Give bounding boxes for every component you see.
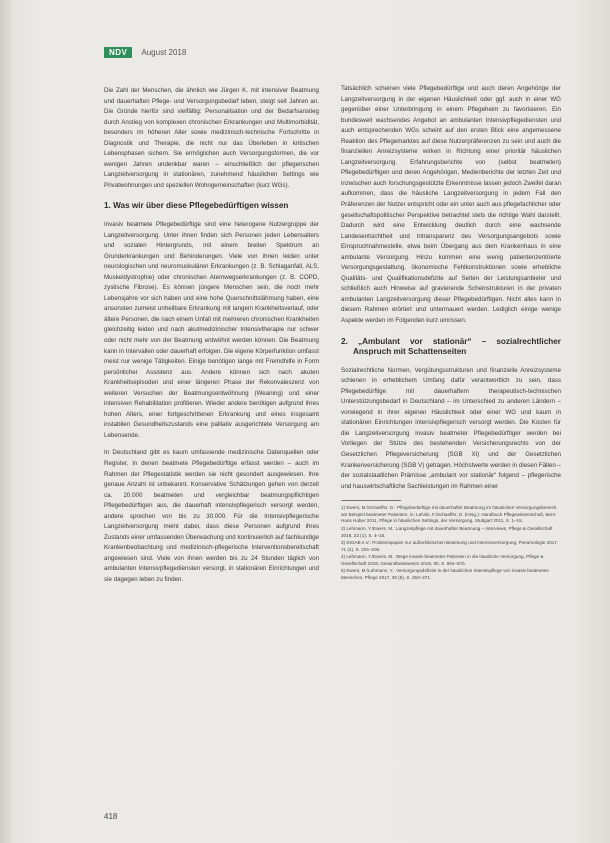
footnote: 3) DIGAB e.V.: Positionspapier zur außerklinischen Beatmung und Intensivversorgung, Pneumologie 2017, 71 (4), S. 204–206. bbox=[341, 540, 559, 552]
footnote: 1) Ewers, M./Schaeffer, D.: Pflegebedürftige mit dauerhafter Beatmung im häuslichen Versorgungsbereich am Beispiel beatmeter Patienten, in: Lehnik, F./Schaeffer, D. (Hrsg.): Handbuch Pflegewissenschaft, Bern: Hans Huber 2011, Pflege in häuslichen Settings, der Versorgung, Stuttgart 2011, S. 1–15. bbox=[341, 505, 557, 524]
footnote: 2) Lehmann, Y./Ewers, M.: Langzeitpflege mit dauerhafter Beatmung – Interviews, Pflege & Gesellschaft 2018, 23 (1), S. 4–18. bbox=[341, 525, 553, 538]
body-paragraph: In Deutschland gibt es kaum umfassende medizinische Datenquellen oder Register, in denen beatmete Pflegebedürftige erfasst werden – auch im Rahmen der Pflegestatistik werden sie nicht gesondert ausgewiesen. Ihre genaue Anzahl ist unbekannt. Konservative Schätzungen gehen von derzeit ca. 20.000 beatmeten und vergleichbar beatmungspflichtigen Pflegebedürftigen aus, die dauerhaft intensivpflegerisch versorgt werden, andere sprechen von bis zu 30.000. Für die Intensivpflegerische Langzeitversorgung meint dabei, dass diese Personen aufgrund ihres Zustands einer umfassenden Überwachung und kontinuierlich auf fachkundige Krankenbeobachtung und medizinisch-pflegerische Interventionsbereitschaft angewiesen sind. Viele von ihnen werden bis zu 24 Stunden täglich von ambulanten Intensivpflegediensten versorgt, in stationären Einrichtungen und sie dagegen leben zu finden. bbox=[104, 449, 319, 584]
issue-date: August 2018 bbox=[141, 47, 187, 57]
page-header bbox=[104, 45, 186, 59]
section-heading-1: 1. Was wir über diese Pflegebedürftigen wissen bbox=[104, 201, 289, 211]
left-column bbox=[104, 86, 319, 593]
body-paragraph: Sozialrechtliche Normen, Vergütungsstrukturen und finanzielle Anreizsysteme schienen in erheblichem Umfang dafür verantwortlich zu sein, dass Pflegebedürftige mit dauerhaftem therapeutisch-technischen Unterstützungsbedarf in Deutschland – im Unterschied zu anderen Ländern – vorwiegend in ihrer eigenen Häuslichkeit oder einer WG und kaum in stationären Einrichtungen intensivpflegerisch versorgt werden. Die Kosten für die Langzeitversorgung invasiv beatmeter Pflegebedürftiger werden bei Vorliegen der Stütze des bestehenden Versicherungsrechts von der Gesetzlichen Pflegeversicherung (SGB XI) und der Gesetzlichen Krankenversicherung (SGB V) getragen. Höchstwerte werden in diesen Fällen – der sozialstaatlichen Prämisse „ambulant vor stationär“ folgend – pflegerische und hauswirtschaftliche Sachleistungen im Rahmen einer bbox=[341, 366, 561, 490]
page-number: 418 bbox=[104, 812, 118, 821]
footnote: 4) Lehmann, Y./Ewers, M.: Wege invasiv beatmeter Patienten in die häusliche Versorgung, Pflege & Gesellschaft 2018, Gesundheitswesen 2018, 80, S. 564–570. bbox=[341, 554, 544, 566]
journal-badge: NDV bbox=[104, 47, 132, 58]
section-heading-2: 2. „Ambulant vor stationär“ – sozialrechtlicher Anspruch mit Schattenseiten bbox=[341, 336, 561, 357]
footnote: 5) Ewers, M./Lehmann, Y.: Versorgungsdefizite in der häuslichen Intensivpflege von invasiv beatmeten Menschen, Pflege 2017, 30 (5), S. 263–271. bbox=[341, 568, 549, 581]
footnote-divider bbox=[341, 500, 401, 501]
intro-paragraph: Die Zahl der Menschen, die ähnlich wie Jürgen K. mit intensiver Beatmung und dauerhaften Pflege- und Versorgungsbedarf leben, steigt seit Jahren an. Die Gründe hierfür sind vielfältig: Personalisation und der Bedarfsanstieg durch Anstieg von komplexen chronischen Erkrankungen und Multimorbidität, besonders im höheren Alter sowie medizinisch-technische Fortschritte in Diagnostik und Therapie, die nicht nur das Überleben in kritischen Lebensphasen sichern. Sie ermöglichen auch Versorgungsformen, die vor wenigen Jahren undenkbar waren – einschließlich der pflegerischen Langzeitversorgung in stationären, zunehmend häuslichen Settings wie Privatwohnungen und speziellen Wohngemeinschaften (kurz WGs). bbox=[104, 87, 319, 189]
right-column bbox=[341, 84, 561, 583]
body-paragraph: Invasiv beatmete Pflegebedürftige sind eine heterogene Nutzergruppe der Langzeitversorgung. Unter ihnen finden sich Personen jeden Lebensalters und sozialen Hintergrunds, mit einem breiten Spektrum an Grunderkrankungen und Behinderungen. Viele von ihnen leiden unter neurologischen und neuromuskulären Erkrankungen (z. B. Schlaganfall, ALS, Muskeldystrophie) oder chronischen Atemwegserkrankungen (z. B. COPD, zystische Fibrose). Es können jüngere Menschen sein, die noch mehr Lebensjahre vor sich haben und eine hohe Querschnittslähmung haben, eine ansonsten zumeist unheilbare Erkrankung mit langem Krankheitsverlauf, oder ältere Personen, die nach einem Unfall mit mehreren chronischen Krankheiten gleichzeitig leiden und nach akutmedizinischer Intensivtherapie nur schwer oder nicht mehr von der Beatmung entwöhnt werden können. Die Beatmung kann in Intervallen oder dauerhaft erfolgen. Die eigene Körperfunktion umfasst meist nur wenige Tätigkeiten. Einige benötigen lange mit Fremdhilfe in Form persönlicher Assistenz aus. Andere können sich nach akuten Krankheitsepisoden und einer längeren Phase der Rekonvaleszenz von weiteren Versuchen der Beatmungsentwöhnung (Weaning) und einer intensiven Rehabilitation profitieren. Wieder andere benötigen aufgrund ihres hohen Alters, einer fortgeschrittenen Erkrankung und eines insgesamt instabilen Gesundheitszustands eine palliativ ausgerichtete Versorgung am Lebensende. bbox=[104, 220, 319, 439]
body-paragraph: Tatsächlich scheinen viele Pflegebedürftige und auch deren Angehörige der Langzeitversorgung in der eigenen Häuslichkeit oder ggf. auch in einer WG gegenüber einer Unterbringung in einem Pflegeheim zu favorisieren. Ein bundesweit wachsendes Angebot an ambulanten Intensivpflegediensten und auch entsprechenden WGs scheint auf den ersten Blick eine angemessene Reaktion des Pflegemarktes auf diese Nutzerpräferenzen zu sein und auch die finanziellen Anreizsysteme wirken in Richtung einer prioritär häuslichen Langzeitversorgung. Erfahrungsberichte von (selbst beatmeten) Pflegebedürftigen und deren Angehörigen, Medienberichte der letzten Zeit und inzwischen auch forschungsgestützte Erkenntnisse lassen jedoch Zweifel daran aufkommen, dass die häusliche Langzeitversorgung in jedem Fall den Präferenzen der Nutzer entspricht oder ein unter auch aus pflegefachlicher oder gesellschaftspolitischer Perspektive betrachtet stets die richtige Wahl darstellt. Dadurch wird eine Entwicklung deutlich durch eine wachsende Landesentsichtheit und Intransparenz des Versorgungsangebots sowie Einspruchnahmestelle, etwa beim Übergang aus dem Krankenhaus in eine ambulante Versorgung. Hinzu kommen eine wenig patientenzentrierte Versorgungsgestaltung, ökonomische Fehlkonstruktionen sowie erhebliche Qualitäts- und Qualifikationsdefizite auf Seiten der Leistungsanbieter und schließlich auch Hinweise auf gravierende Scheinstrukturen in der privaten ambulanten Langzeitversorgung dieser Pflegebedürftigen. Nicht alles kann in diesem Rahmen erörtert und untermauert werden. Lediglich einige wenige Aspekte werden im Folgenden kurz umrissen. bbox=[341, 85, 561, 325]
